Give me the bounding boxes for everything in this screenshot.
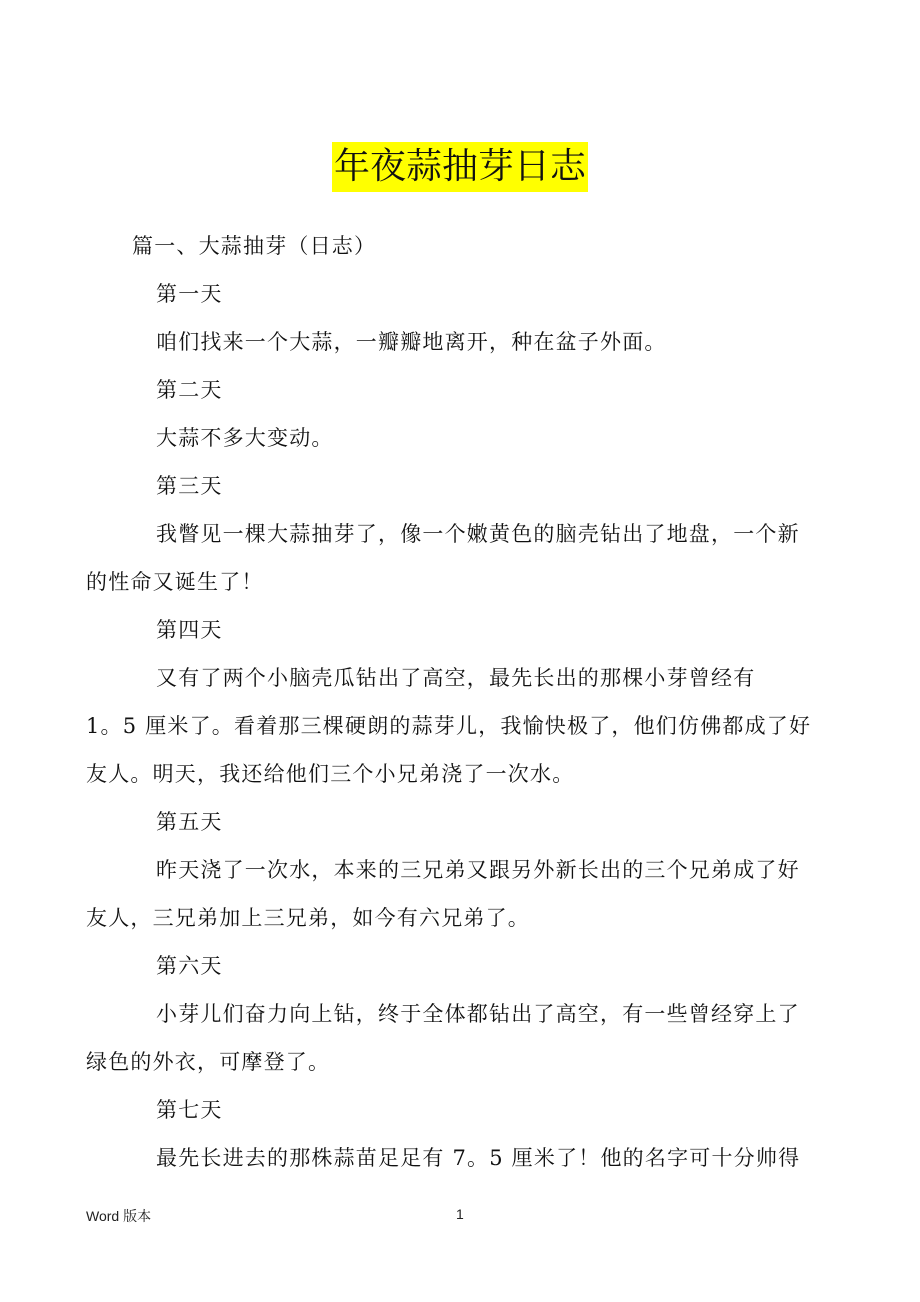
paragraph-line: 昨天浇了一次水，本来的三兄弟又跟另外新长出的三个兄弟成了好 <box>156 858 800 882</box>
paragraph-line: 大蒜不多大变动。 <box>156 426 334 450</box>
paragraph-line: 绿色的外衣，可摩登了。 <box>86 1050 331 1074</box>
paragraph-line: 小芽儿们奋力向上钻，终于全体都钻出了高空，有一些曾经穿上了 <box>156 1002 800 1026</box>
document-title: 年夜蒜抽芽日志 <box>332 142 588 192</box>
day-heading-1: 第一天 <box>156 282 223 306</box>
page-number: 1 <box>456 1206 464 1222</box>
day-heading-5: 第五天 <box>156 810 223 834</box>
footer-label: Word 版本 <box>86 1208 152 1224</box>
paragraph-line: 友人，三兄弟加上三兄弟，如今有六兄弟了。 <box>86 906 530 930</box>
paragraph-line: 友人。明天，我还给他们三个小兄弟浇了一次水。 <box>86 762 575 786</box>
title-container <box>0 142 920 192</box>
section-heading: 篇一、大蒜抽芽（日志） <box>132 234 377 258</box>
day-heading-2: 第二天 <box>156 378 223 402</box>
paragraph-line: 我瞥见一棵大蒜抽芽了，像一个嫩黄色的脑壳钻出了地盘，一个新 <box>156 522 800 546</box>
day-heading-6: 第六天 <box>156 954 223 978</box>
paragraph-line: 咱们找来一个大蒜，一瓣瓣地离开，种在盆子外面。 <box>156 330 667 354</box>
day-heading-3: 第三天 <box>156 474 223 498</box>
paragraph-line: 的性命又诞生了！ <box>86 570 264 594</box>
paragraph-line: 又有了两个小脑壳瓜钻出了高空，最先长出的那棵小芽曾经有 <box>156 666 756 690</box>
day-heading-4: 第四天 <box>156 618 223 642</box>
paragraph-line: 最先长进去的那株蒜苗足足有 7。5 厘米了！他的名字可十分帅得 <box>156 1146 801 1170</box>
paragraph-line: 1。5 厘米了。看着那三棵硬朗的蒜芽儿，我愉快极了，他们仿佛都成了好 <box>86 714 812 738</box>
day-heading-7: 第七天 <box>156 1098 223 1122</box>
